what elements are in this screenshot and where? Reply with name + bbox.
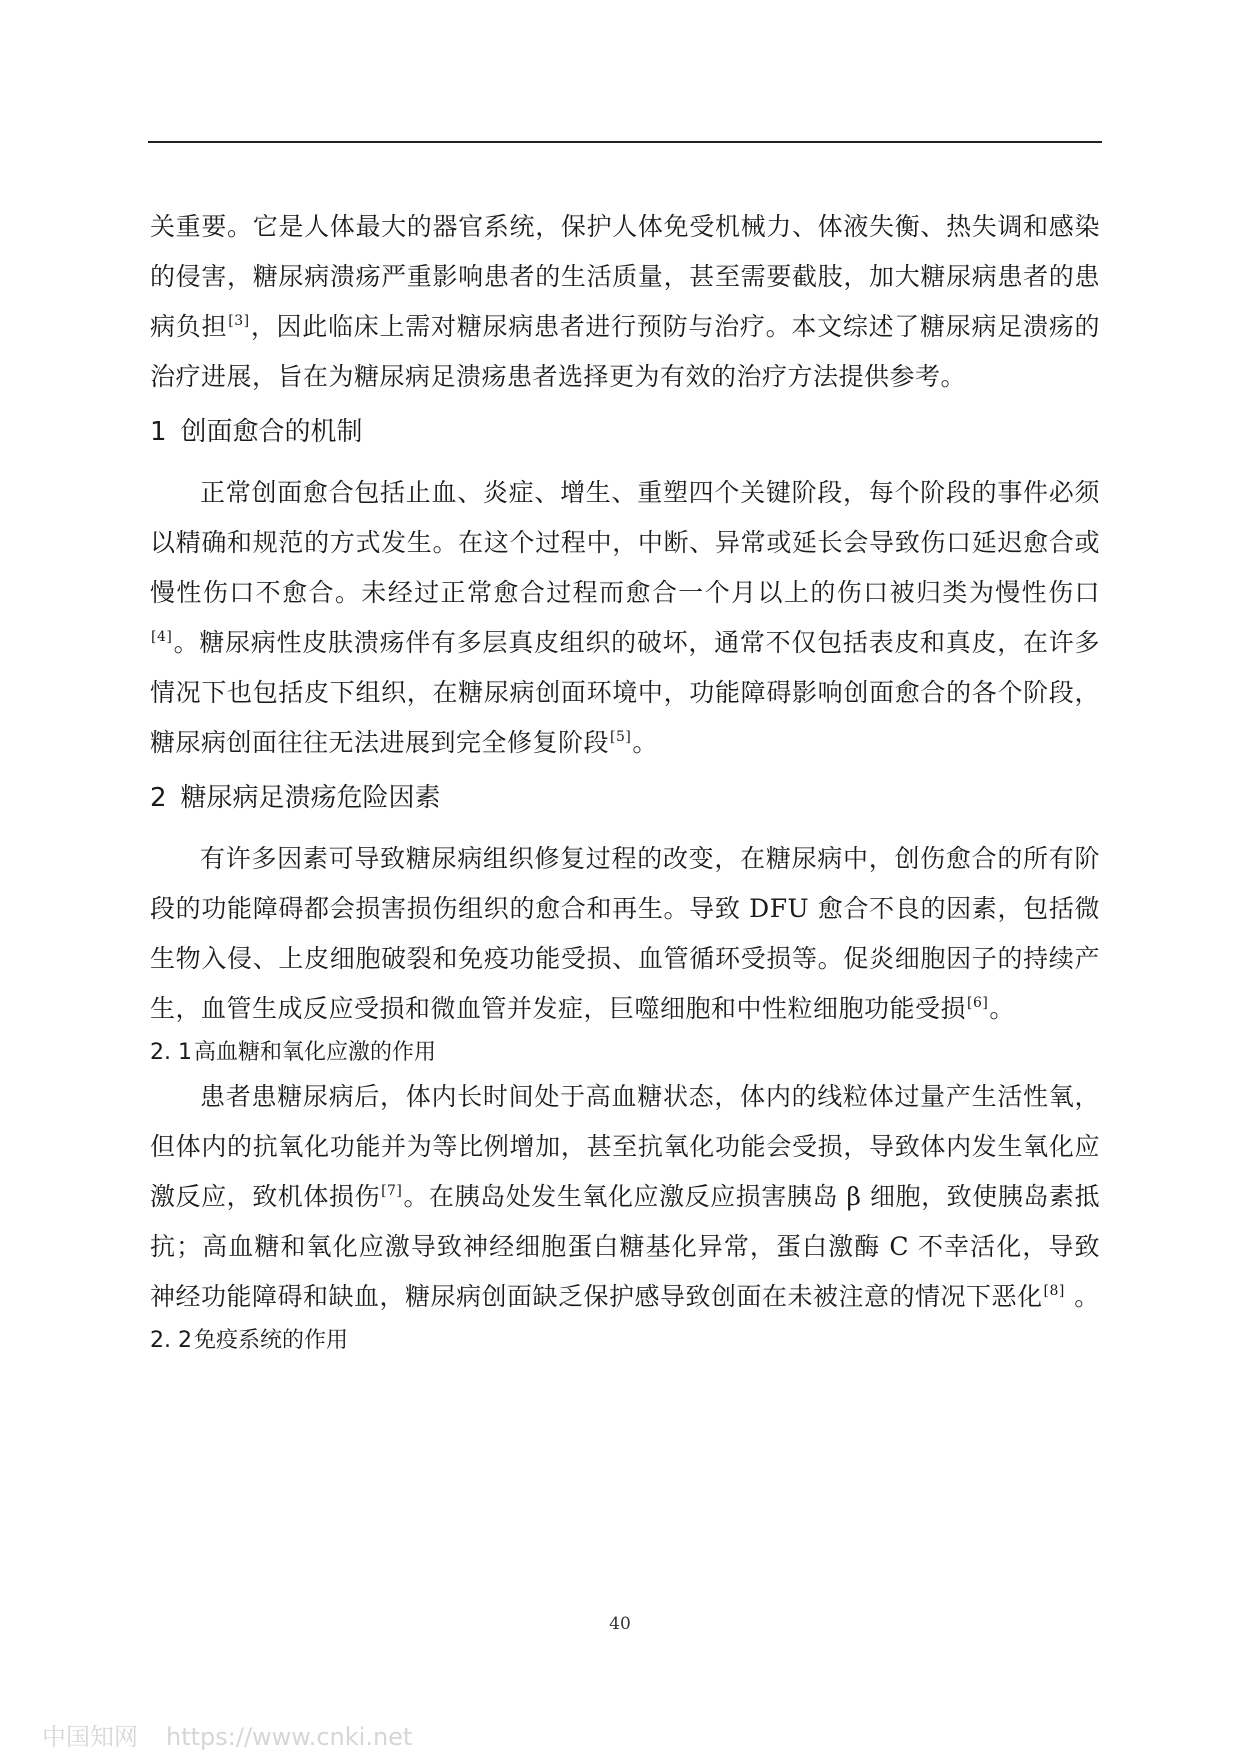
section-1-paragraph — [150, 468, 1100, 768]
section-1-number: 1 — [150, 417, 167, 447]
intro-text-1: 关重要。它是人体最大的器官系统，保护人体免受机械力、体液失衡、热失调和感染的侵害，糖尿病溃疡严重影响患者的生活质量，甚至需要截肢，加大糖尿病患者的患病负担 — [150, 212, 1100, 341]
citation-ref: [8] — [1043, 1283, 1065, 1299]
section-2-2-heading — [150, 1322, 1100, 1360]
citation-ref: [3] — [228, 313, 250, 329]
citation-ref: [4] — [151, 629, 173, 645]
section-2-paragraph — [150, 834, 1100, 1034]
section-2-1-text-3: 。 — [1065, 1282, 1100, 1311]
citation-ref: [7] — [381, 1183, 403, 1199]
section-1-text-3: 。 — [632, 728, 658, 757]
watermark-url: https://www.cnki.net — [166, 1723, 413, 1751]
section-2-title: 糖尿病足溃疡危险因素 — [180, 783, 441, 813]
section-2-1-title: 高血糖和氧化应激的作用 — [193, 1040, 436, 1065]
section-2-2-title: 免疫系统的作用 — [193, 1328, 348, 1353]
section-2-1-text-2: 。在胰岛处发生氧化应激反应损害胰岛 β 细胞，致使胰岛素抵抗；高血糖和氧化应激导致神经细胞蛋白糖基化异常，蛋白激酶 C 不幸活化，导致神经功能障碍和缺血，糖尿病创面缺乏保护感导致创面在未被注意的情况下恶化 — [150, 1182, 1100, 1311]
section-2-number: 2 — [150, 783, 167, 813]
watermark-name: 中国知网 — [42, 1723, 138, 1751]
page-number: 40 — [609, 1614, 631, 1634]
section-2-1-heading — [150, 1034, 1100, 1072]
citation-ref: [6] — [967, 995, 989, 1011]
citation-ref: [5] — [610, 729, 632, 745]
section-2-heading — [150, 770, 1100, 826]
section-2-text-1: 有许多因素可导致糖尿病组织修复过程的改变，在糖尿病中，创伤愈合的所有阶段的功能障碍都会损害损伤组织的愈合和再生。导致 DFU 愈合不良的因素，包括微生物入侵、上皮细胞破裂和免疫功能受损、血管循环受损等。促炎细胞因子的持续产生，血管生成反应受损和微血管并发症，巨噬细胞和中性粒细胞功能受损 — [150, 844, 1100, 1023]
section-2-2-number: 2. 2 — [150, 1328, 192, 1353]
section-2-1-number: 2. 1 — [150, 1040, 192, 1065]
page-content — [150, 202, 1100, 1360]
section-1-heading — [150, 404, 1100, 460]
section-1-title: 创面愈合的机制 — [180, 417, 363, 447]
intro-text-2: ，因此临床上需对糖尿病患者进行预防与治疗。本文综述了糖尿病足溃疡的治疗进展，旨在为糖尿病足溃疡患者选择更为有效的治疗方法提供参考。 — [150, 312, 1100, 391]
intro-paragraph — [150, 202, 1100, 402]
header-rule — [148, 141, 1102, 143]
section-2-1-paragraph — [150, 1072, 1100, 1322]
section-1-text-1: 正常创面愈合包括止血、炎症、增生、重塑四个关键阶段，每个阶段的事件必须以精确和规范的方式发生。在这个过程中，中断、异常或延长会导致伤口延迟愈合或慢性伤口不愈合。未经过正常愈合过程而愈合一个月以上的伤口被归类为慢性伤口 — [150, 478, 1100, 607]
section-2-1-text-1: 患者患糖尿病后，体内长时间处于高血糖状态，体内的线粒体过量产生活性氧，但体内的抗氧化功能并为等比例增加，甚至抗氧化功能会受损，导致体内发生氧化应激反应，致机体损伤 — [150, 1082, 1100, 1211]
section-2-text-2: 。 — [989, 994, 1015, 1023]
section-1-text-2: 。糖尿病性皮肤溃疡伴有多层真皮组织的破坏，通常不仅包括表皮和真皮，在许多情况下也包括皮下组织，在糖尿病创面环境中，功能障碍影响创面愈合的各个阶段，糖尿病创面往往无法进展到完全修复阶段 — [150, 628, 1100, 757]
cnki-watermark — [42, 1717, 412, 1752]
